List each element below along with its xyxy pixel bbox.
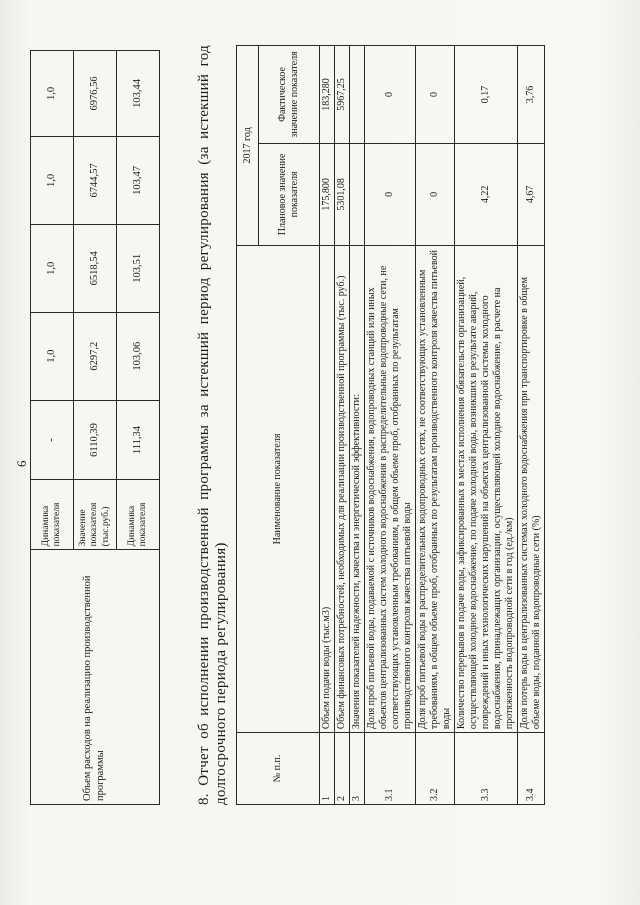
table-row: [320, 46, 335, 805]
table-row: [518, 46, 545, 805]
row-number: 3.4: [518, 733, 545, 805]
header-value: -: [31, 400, 74, 480]
header-value: 1,0: [31, 312, 74, 400]
table-row: [31, 51, 74, 805]
header-value: 1,0: [31, 224, 74, 312]
row-name: Доля проб питьевой воды в распределительных водопроводных сетях, не соответствующих установленным требованиям, в общем объеме проб, отобранных по результатам производственного контроля качества питьевой воды: [416, 245, 455, 732]
row-number: 3.3: [455, 733, 518, 805]
section-heading: 8. Отчет об исполнении производственной программы за истекший период регулирования (за истекший год долгосрочного периода регулирования): [196, 45, 229, 805]
row-name: Значения показателей надежности, качества и энергетической эффективности:: [350, 245, 365, 732]
value-cell: 6297,2: [74, 312, 117, 400]
dynamics-cell: 103,47: [117, 136, 160, 224]
table-row: [237, 46, 259, 805]
table-row: [365, 46, 416, 805]
row-name: Количество перерывов в подаче воды, зафиксированных в местах исполнения обязательств организацией, осуществляющей холодное водоснабжение, по подаче холодной воды, возникших в результате аварий, повреждений и иных технологических нарушений на объектах централизованной системы холодного водоснабжения, принадлежащих организации, осуществляющей холодное водоснабжение, в расчете на протяженность водопроводной сети в год (ед./км): [455, 245, 518, 732]
table-row: [455, 46, 518, 805]
row-name: Объем подачи воды (тыс.м3): [320, 245, 335, 732]
row-fact: 3,76: [518, 46, 545, 144]
dynamics-label: Динамика показателя: [117, 480, 160, 550]
col-fact-header: Фактическое значение показателя: [259, 46, 320, 144]
col-plan-header: Плановое значение показателя: [259, 143, 320, 245]
row-number: 3.2: [416, 733, 455, 805]
row-fact: 0,17: [455, 46, 518, 144]
table-row: [416, 46, 455, 805]
row-name: Объем финансовых потребностей, необходимых для реализации производственной программы (тыс. руб.): [335, 245, 350, 732]
row-number: 1: [320, 733, 335, 805]
expenses-table: [30, 50, 160, 805]
dynamics-cell: 103,44: [117, 51, 160, 137]
value-cell: 6110,39: [74, 400, 117, 480]
row-plan: 4,22: [455, 143, 518, 245]
row-plan: 175,800: [320, 143, 335, 245]
row-fact: [350, 46, 365, 144]
row-number: 3: [350, 733, 365, 805]
row-plan: 5301,08: [335, 143, 350, 245]
row-name: Доля проб питьевой воды, подаваемой с источников водоснабжения, водопроводных станций или иных объектов централизованных систем холодного водоснабжения в распределительные водопроводные сети, не соответствующих установленным требованиям, в общем объеме проб, отобранных по результатам производственного контроля качества питьевой воды: [365, 245, 416, 732]
header-value: 1,0: [31, 136, 74, 224]
value-cell: 6744,57: [74, 136, 117, 224]
row-plan: [350, 143, 365, 245]
row-plan: 4,67: [518, 143, 545, 245]
table-row: [335, 46, 350, 805]
dynamics-cell: 103,06: [117, 312, 160, 400]
row-number: 3.1: [365, 733, 416, 805]
report-table: [236, 45, 545, 805]
row-fact: 5967,25: [335, 46, 350, 144]
dynamics-cell: 103,51: [117, 224, 160, 312]
row-plan: 0: [365, 143, 416, 245]
row-fact: 183,280: [320, 46, 335, 144]
table-row: [350, 46, 365, 805]
row-plan: 0: [416, 143, 455, 245]
value-cell: 6976,56: [74, 51, 117, 137]
row-fact: 0: [416, 46, 455, 144]
year-header: 2017 год: [237, 46, 259, 246]
col-name-header: Наименование показателя: [237, 245, 320, 732]
dynamics-label: Динамика показателя: [31, 480, 74, 550]
header-value: 1,0: [31, 51, 74, 137]
value-cell: 6518,54: [74, 224, 117, 312]
expenses-row-label: Объем расходов на реализацию производственной программы: [31, 550, 160, 805]
row-fact: 0: [365, 46, 416, 144]
row-name: Доля потерь воды в централизованных системах холодного водоснабжения при транспортировке в общем объеме воды, поданной в водопроводные сети (%): [518, 245, 545, 732]
col-number-header: № п.п.: [237, 733, 320, 805]
page-number: 6: [14, 460, 29, 467]
row-number: 2: [335, 733, 350, 805]
value-label: Значение показателя (тыс.руб.): [74, 480, 117, 550]
dynamics-cell: 111,34: [117, 400, 160, 480]
